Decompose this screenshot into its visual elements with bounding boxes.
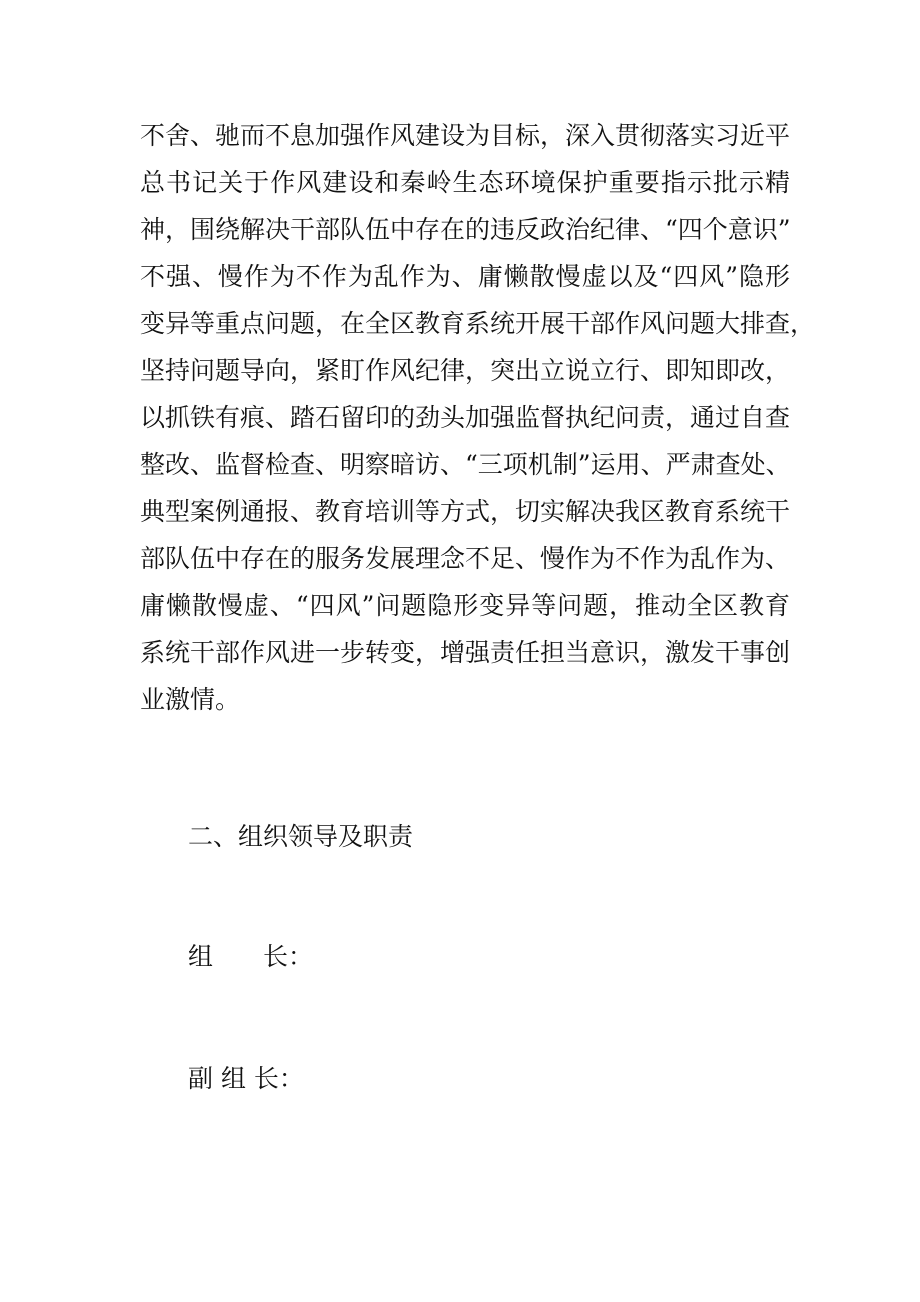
paragraph-line-11: 庸懒散慢虚、“四风”问题隐形变异等问题，推动全区教育 [140,591,790,620]
paragraph-line-1: 不舍、驰而不息加强作风建设为目标，深入贯彻落实习近平 [140,121,791,150]
paragraph-line-12: 系统干部作风进一步转变，增强责任担当意识，激发干事创 [140,638,791,667]
paragraph-line-10: 部队伍中存在的服务发展理念不足、慢作为不作为乱作为、 [140,544,791,573]
paragraph-line-7: 以抓铁有痕、踏石留印的劲头加强监督执纪问责，通过自查 [140,403,791,432]
paragraph-line-4: 不强、慢作为不作为乱作为、庸懒散慢虚以及“四风”隐形 [140,262,790,291]
paragraph-line-8: 整改、监督检查、明察暗访、“三项机制”运用、严肃查处、 [140,450,791,479]
paragraph-line-6: 坚持问题导向，紧盯作风纪律，突出立说立行、即知即改， [140,356,791,385]
paragraph-line-2: 总书记关于作风建设和秦岭生态环境保护重要指示批示精 [140,168,790,197]
paragraph-line-3: 神，围绕解决干部队伍中存在的违反政治纪律、“四个意识” [140,215,791,244]
role-label-deputy-leader: 副 组 长： [188,1064,304,1093]
paragraph-line-5: 变异等重点问题，在全区教育系统开展干部作风问题大排查， [140,309,816,338]
role-label-leader: 组 长： [188,942,314,971]
section-heading: 二、组织领导及职责 [188,822,414,851]
paragraph-line-13: 业激情。 [140,685,241,714]
paragraph-line-9: 典型案例通报、教育培训等方式，切实解决我区教育系统干 [140,497,791,526]
